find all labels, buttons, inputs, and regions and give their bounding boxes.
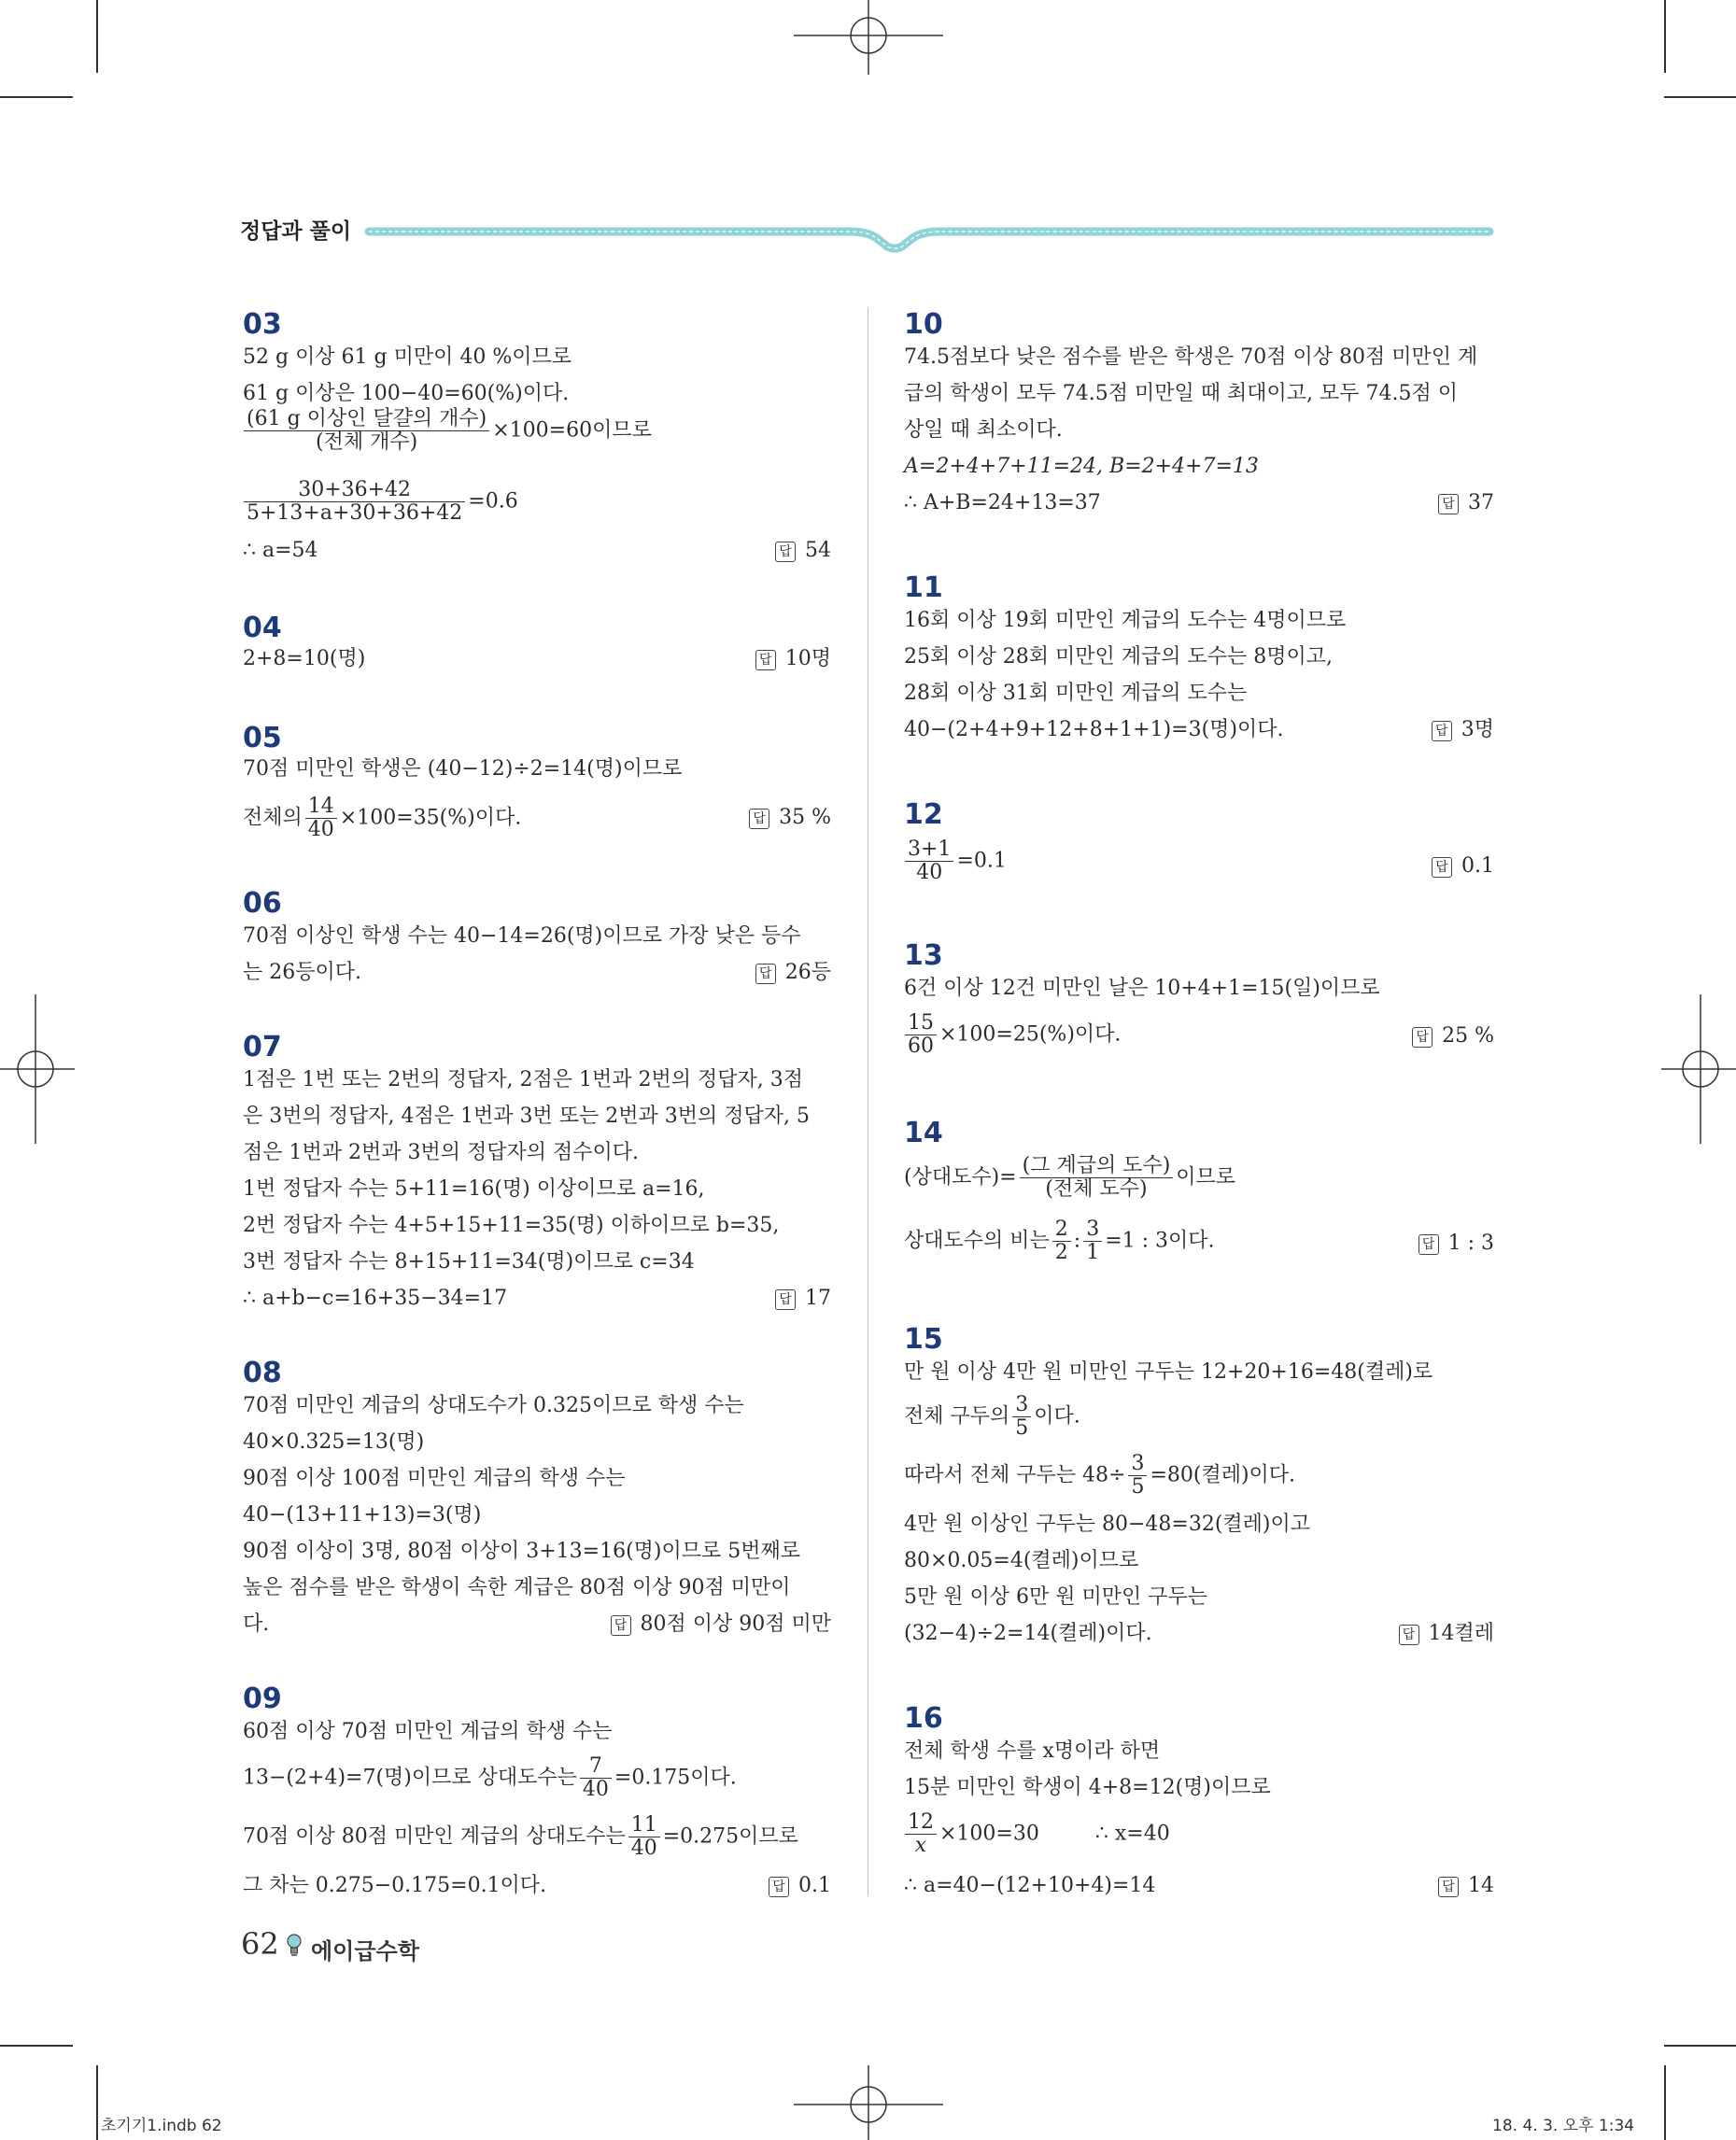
fraction: $\frac{3}{5}$ — [1128, 1453, 1147, 1499]
fraction: $\frac{14}{40}$ — [305, 795, 337, 841]
fraction: $\frac{3}{5}$ — [1012, 1394, 1031, 1440]
brand-logo: 에이급수학 — [311, 1938, 419, 1964]
solution-line: 40−(13+11+13)=3(명) — [243, 1503, 482, 1527]
solution-line: 2번 정답자 수는 4+5+15+11=35(명) 이하이므로 b=35, — [243, 1214, 780, 1237]
solution-line: $\frac{30+36+42}{5+13+a+30+36+42}$ =0.6 — [241, 479, 518, 525]
question-number: 15 — [904, 1323, 943, 1356]
crop-mark — [0, 96, 73, 98]
fraction: $\frac{2}{2}$ — [1052, 1218, 1071, 1264]
solution-line: 70점 이상 80점 미만인 계급의 상대도수는 $\frac{11}{40}$ =0.275이므로 — [243, 1813, 798, 1860]
solution-line: 2+8=10(명) — [243, 647, 366, 670]
print-slug-right: 18. 4. 3. 오후 1:34 — [1492, 2117, 1635, 2135]
solution-line: (32−4)÷2=14(켤레)이다. — [904, 1622, 1152, 1645]
solution-line: 16회 이상 19회 미만인 계급의 도수는 4명이므로 — [904, 609, 1347, 632]
solution-line: 다. — [243, 1612, 270, 1636]
answer: 답 17 — [710, 1286, 831, 1312]
question-number: 06 — [243, 887, 282, 920]
solution-line: 전체 학생 수를 x명이라 하면 — [904, 1739, 1161, 1763]
solution-line: 90점 이상 100점 미만인 계급의 학생 수는 — [243, 1467, 626, 1490]
lightbulb-icon — [284, 1932, 304, 1960]
crop-mark — [1664, 96, 1736, 98]
solution-line: 3번 정답자 수는 8+15+11=34(명)이므로 c=34 — [243, 1250, 695, 1274]
solution-line: 점은 1번과 2번과 3번의 정답자의 점수이다. — [243, 1141, 639, 1164]
solution-line: 25회 이상 28회 미만인 계급의 도수는 8명이고, — [904, 645, 1333, 669]
fraction: $\frac{\text{(61 g 이상인 달걀의 개수)}}{\text{(전체 개수)}}$ — [244, 408, 489, 454]
solution-line: A=2+4+7+11=24, B=2+4+7=13 — [904, 455, 1259, 478]
answer: 답 37 — [1373, 490, 1494, 516]
solution-line: ∴ a=40−(12+10+4)=14 — [904, 1874, 1156, 1897]
question-number: 07 — [243, 1031, 282, 1063]
solution-line: 90점 이상이 3명, 80점 이상이 3+13=16(명)이므로 5번째로 — [243, 1540, 800, 1563]
registration-mark-left — [0, 994, 75, 1144]
solution-line: 만 원 이상 4만 원 미만인 구두는 12+20+16=48(켤레)로 — [904, 1360, 1433, 1384]
answer: 답 25 % — [1354, 1023, 1494, 1049]
question-number: 13 — [904, 939, 943, 972]
answer: 답 3명 — [1373, 717, 1494, 743]
answer: 답 10명 — [691, 646, 831, 672]
solution-line: 40−(2+4+9+12+8+1+1)=3(명)이다. — [904, 718, 1284, 741]
page-section-title: 정답과 풀이 — [240, 219, 352, 244]
crop-mark — [96, 2065, 98, 2140]
page-number: 62 — [241, 1926, 279, 1962]
solution-line: 1번 정답자 수는 5+11=16(명) 이상이므로 a=16, — [243, 1177, 705, 1201]
solution-line: 70점 이상인 학생 수는 40−14=26(명)이므로 가장 낮은 등수 — [243, 924, 801, 948]
answer: 답 1 : 3 — [1354, 1231, 1494, 1257]
solution-line: 40×0.325=13(명) — [243, 1430, 425, 1454]
solution-line: ∴ a=54 — [243, 539, 318, 562]
fraction: $\frac{12}{x}$ — [905, 1811, 937, 1857]
fraction: $\frac{15}{60}$ — [905, 1012, 937, 1058]
crop-mark — [0, 2045, 73, 2047]
solution-line: 전체 구두의 $\frac{3}{5}$ 이다. — [904, 1393, 1080, 1440]
question-number: 14 — [904, 1117, 943, 1149]
solution-line: 60점 이상 70점 미만인 계급의 학생 수는 — [243, 1720, 613, 1743]
crop-mark — [1664, 2045, 1736, 2047]
solution-line: 은 3번의 정답자, 4점은 1번과 3번 또는 2번과 3번의 정답자, 5 — [243, 1105, 810, 1128]
crop-mark — [96, 0, 98, 73]
answer: 답 54 — [710, 538, 831, 564]
solution-line: $\frac{15}{60}$ ×100=25(%)이다. — [902, 1012, 1121, 1058]
solution-line: 따라서 전체 구두는 48÷ $\frac{3}{5}$ =80(켤레)이다. — [904, 1452, 1296, 1499]
solution-line: ∴ a+b−c=16+35−34=17 — [243, 1287, 508, 1310]
answer: 답 0.1 — [1373, 853, 1494, 880]
fraction: $\frac{3}{1}$ — [1083, 1218, 1102, 1264]
question-number: 03 — [243, 308, 282, 341]
fraction: $\frac{3+1}{40}$ — [905, 838, 953, 884]
crop-mark — [1664, 2065, 1666, 2140]
solution-line: 1점은 1번 또는 2번의 정답자, 2점은 1번과 2번의 정답자, 3점 — [243, 1068, 803, 1091]
solution-line: ∴ A+B=24+13=37 — [904, 491, 1101, 514]
solution-line: 80×0.05=4(켤레)이므로 — [904, 1549, 1139, 1572]
solution-line: 70점 미만인 계급의 상대도수가 0.325이므로 학생 수는 — [243, 1394, 744, 1417]
solution-line: 61 g 이상은 100−40=60(%)이다. — [243, 382, 570, 405]
solution-line: 4만 원 이상인 구두는 80−48=32(켤레)이고 — [904, 1513, 1311, 1536]
solution-line: 전체의 $\frac{14}{40}$ ×100=35(%)이다. — [243, 795, 522, 841]
question-number: 11 — [904, 571, 943, 604]
print-slug-left: 초기기1.indb 62 — [101, 2117, 222, 2135]
header-ribbon — [364, 219, 1494, 257]
solution-line: 28회 이상 31회 미만인 계급의 도수는 — [904, 682, 1248, 705]
solution-line: 15분 미만인 학생이 4+8=12(명)이므로 — [904, 1776, 1271, 1799]
solution-line: 는 26등이다. — [243, 961, 361, 984]
fraction: $\frac{7}{40}$ — [580, 1755, 612, 1801]
answer: 답 26등 — [691, 960, 831, 986]
question-number: 08 — [243, 1357, 282, 1389]
question-number: 16 — [904, 1702, 943, 1735]
answer: 답 14켤레 — [1335, 1621, 1494, 1647]
question-number: 12 — [904, 798, 943, 831]
registration-mark-bottom — [794, 2065, 943, 2140]
answer: 답 0.1 — [710, 1873, 831, 1899]
crop-mark — [1664, 0, 1666, 73]
solution-line: 13−(2+4)=7(명)이므로 상대도수는 $\frac{7}{40}$ =0.175이다. — [243, 1754, 737, 1801]
solution-line: 70점 미만인 학생은 (40−12)÷2=14(명)이므로 — [243, 757, 683, 781]
solution-line: 그 차는 0.275−0.175=0.1이다. — [243, 1874, 547, 1897]
fraction: $\frac{11}{40}$ — [628, 1814, 660, 1860]
question-number: 09 — [243, 1682, 282, 1715]
solution-line: 상대도수의 비는 $\frac{2}{2}$ : $\frac{3}{1}$ =1 : 3이다. — [904, 1218, 1215, 1264]
solution-line: 52 g 이상 61 g 미만이 40 %이므로 — [243, 345, 572, 369]
solution-line: 5만 원 이상 6만 원 미만인 구두는 — [904, 1585, 1207, 1609]
fraction: $\frac{\text{(그 계급의 도수)}}{\text{(전체 도수)}}$ — [1020, 1155, 1174, 1201]
answer: 답 14 — [1373, 1873, 1494, 1899]
registration-mark-right — [1661, 994, 1736, 1144]
solution-line: 상일 때 최소이다. — [904, 418, 1063, 442]
registration-mark-top — [794, 0, 943, 75]
answer: 답 35 % — [691, 805, 831, 831]
solution-line: 급의 학생이 모두 74.5점 미만일 때 최대이고, 모두 74.5점 이 — [904, 382, 1458, 405]
solution-line: $\frac{\text{(61 g 이상인 달걀의 개수)}}{\text{(전체 개수)}}$ ×100=60이므로 — [241, 408, 652, 454]
question-number: 05 — [243, 722, 282, 754]
solution-line: 6건 이상 12건 미만인 날은 10+4+1=15(일)이므로 — [904, 977, 1380, 1000]
question-number: 10 — [904, 308, 943, 341]
answer: 답 80점 이상 90점 미만 — [560, 1612, 831, 1638]
solution-line: 높은 점수를 받은 학생이 속한 계급은 80점 이상 90점 미만이 — [243, 1576, 791, 1599]
solution-line: $\frac{12}{x}$ ×100=30 ∴ x=40 — [902, 1811, 1170, 1857]
fraction: $\frac{30+36+42}{5+13+a+30+36+42}$ — [244, 479, 465, 525]
solution-line: (상대도수)= $\frac{\text{(그 계급의 도수)}}{\text{(전체 도수)}}$ 이므로 — [904, 1154, 1236, 1201]
solution-line: $\frac{3+1}{40}$ =0.1 — [902, 838, 1007, 884]
solution-line: 74.5점보다 낮은 점수를 받은 학생은 70점 이상 80점 미만인 계 — [904, 345, 1478, 369]
question-number: 04 — [243, 612, 282, 644]
